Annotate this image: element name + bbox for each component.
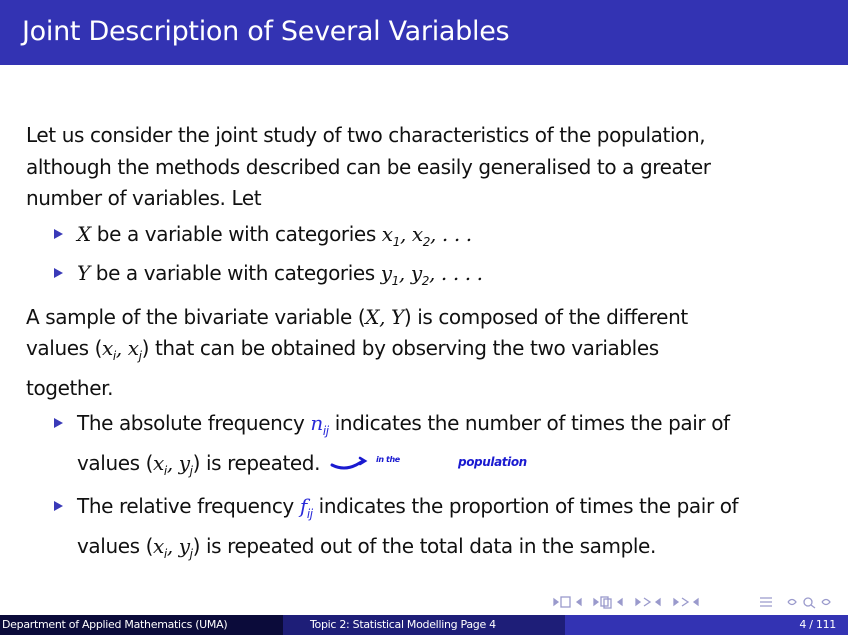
subscript: j [138, 349, 142, 363]
math-term: x [153, 533, 164, 558]
subscript: i [163, 463, 167, 478]
subscript: 1 [391, 274, 399, 288]
nav-frame-icon[interactable] [554, 597, 581, 607]
subscript: j [189, 463, 193, 478]
list-text: ) is repeated out of the total data in the sample. [192, 533, 656, 558]
list-text: be a variable with categories [89, 261, 381, 285]
math-term: X, Y [365, 304, 404, 329]
list-text: The relative frequency [77, 494, 300, 518]
intro-line: Let us consider the joint study of two characteristics of the population, [26, 123, 706, 147]
sample-text: ) is composed of the different [403, 304, 688, 329]
subscript: 1 [392, 234, 400, 249]
subscript: 2 [422, 234, 430, 249]
math-term: x [102, 336, 113, 360]
nav-subsection-icon[interactable] [636, 598, 660, 606]
list-item: X be a variable with categories $x_1$, $x_2$, . . . [26, 219, 826, 259]
subscript: ij [322, 424, 329, 438]
svg-text:in the: in the [376, 455, 400, 464]
subscript: 2 [421, 274, 429, 288]
list-text: values ( [77, 533, 154, 558]
list-text: be a variable with categories [90, 221, 382, 246]
footer-department: Department of Applied Mathematics (UMA) [2, 618, 228, 631]
frequency-symbol: f [299, 494, 307, 518]
math-term: , y [166, 533, 190, 558]
list-text: indicates the number of times the pair of [328, 411, 730, 435]
math-term: , y [166, 450, 190, 475]
bullet-triangle-icon [53, 267, 64, 279]
sample-text: ) that can be obtained by observing the two variables [141, 336, 659, 360]
frequency-list [26, 408, 826, 570]
subscript: j [189, 546, 193, 561]
list-item [26, 491, 826, 570]
list-item [26, 408, 826, 487]
list-text: indicates the proportion of times the pair of [312, 494, 739, 518]
footer-bar [0, 615, 848, 635]
svg-text:population: population [458, 455, 527, 469]
math-term: x [381, 221, 393, 246]
variable-symbol: Y [77, 261, 90, 285]
math-term: , x [115, 336, 139, 360]
sample-paragraph [26, 333, 826, 373]
ellipsis: , . . . [430, 221, 472, 246]
intro-line: number of variables. Let [26, 186, 262, 210]
footer-segment [283, 615, 565, 635]
subscript: ij [306, 507, 313, 521]
list-text: The absolute frequency [77, 411, 311, 435]
bullet-triangle-icon [53, 500, 64, 512]
list-text: values ( [77, 450, 154, 475]
sample-text: A sample of the bivariate variable ( [26, 304, 366, 329]
footer-topic: Topic 2: Statistical Modelling Page 4 [310, 618, 496, 631]
variable-symbol: X [77, 221, 91, 246]
frequency-symbol: n [310, 411, 323, 435]
footer-segment [565, 615, 848, 635]
nav-section-icon[interactable] [594, 597, 622, 608]
slide-title: Joint Description of Several Variables [22, 16, 510, 47]
footer-page-number: 4 / 111 [799, 618, 836, 631]
subscript: i [163, 546, 167, 561]
math-term: x [153, 450, 164, 475]
bullet-triangle-icon [53, 417, 64, 429]
list-text: ) is repeated. [192, 450, 321, 475]
nav-align-icon[interactable] [760, 598, 772, 606]
slide-body [26, 120, 826, 574]
sample-paragraph: together. [26, 375, 114, 400]
list-item: Y be a variable with categories $y_1$, $y_2$, . . . . [26, 258, 826, 298]
nav-subsection-icon[interactable] [674, 598, 698, 606]
math-term: x [411, 221, 423, 246]
title-bar [0, 0, 848, 65]
subscript: i [112, 349, 116, 363]
handwritten-annotation [330, 451, 560, 477]
nav-search-icon[interactable] [788, 598, 830, 608]
sample-text: values ( [26, 336, 103, 360]
intro-line: although the methods described can be easily generalised to a greater [26, 154, 711, 179]
footer-segment [0, 615, 283, 635]
beamer-navigation[interactable] [550, 594, 840, 610]
sample-paragraph [26, 302, 826, 334]
bullet-triangle-icon [53, 228, 64, 240]
math-term: y [380, 261, 392, 285]
math-term: y [410, 261, 422, 285]
ellipsis: , . . . . [429, 261, 483, 285]
variable-list [26, 219, 826, 298]
